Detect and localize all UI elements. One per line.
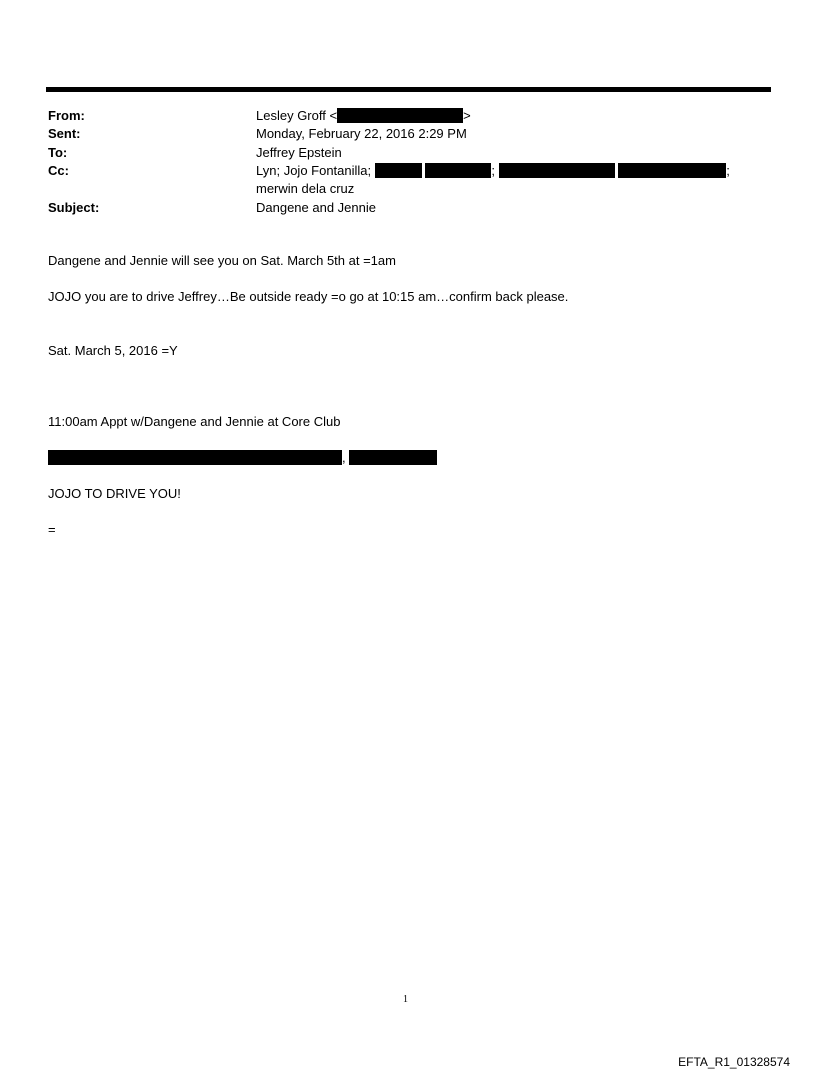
redaction-block — [425, 163, 491, 178]
from-name: Lesley Groff < — [256, 108, 338, 123]
to-label: To: — [48, 145, 68, 160]
cc-separator: ; — [491, 163, 496, 178]
body-line: JOJO you are to drive Jeffrey…Be outside ready =o go at 10:15 am…confirm back please. — [48, 289, 569, 304]
cc-value-start: Lyn; Jojo Fontanilla; — [256, 163, 372, 178]
subject-value: Dangene and Jennie — [256, 200, 376, 215]
redaction-block — [375, 163, 422, 178]
page-number: 1 — [403, 994, 408, 1005]
cc-separator: ; — [726, 163, 730, 178]
from-label: From: — [48, 108, 85, 123]
sent-value: Monday, February 22, 2016 2:29 PM — [256, 126, 467, 141]
body-line: JOJO TO DRIVE YOU! — [48, 486, 181, 501]
body-line: 11:00am Appt w/Dangene and Jennie at Core Club — [48, 414, 341, 429]
from-close: > — [463, 108, 471, 123]
to-value: Jeffrey Epstein — [256, 145, 342, 160]
body-line: Sat. March 5, 2016 =Y — [48, 343, 178, 358]
redaction-block — [48, 450, 342, 465]
redaction-block — [337, 108, 463, 123]
sent-label: Sent: — [48, 126, 81, 141]
document-id: EFTA_R1_01328574 — [678, 1055, 790, 1069]
header-rule — [46, 87, 771, 92]
cc-value — [256, 162, 730, 180]
redaction-block — [499, 163, 615, 178]
cc-label: Cc: — [48, 163, 69, 178]
body-line: = — [48, 522, 56, 537]
body-line: Dangene and Jennie will see you on Sat. March 5th at =1am — [48, 253, 396, 268]
cc-value-line2: merwin dela cruz — [256, 181, 355, 196]
redaction-block — [618, 163, 726, 178]
redaction-block — [349, 450, 437, 465]
from-value — [256, 107, 471, 125]
redacted-address-line — [48, 449, 437, 467]
address-separator: , — [342, 450, 346, 465]
subject-label: Subject: — [48, 200, 100, 215]
